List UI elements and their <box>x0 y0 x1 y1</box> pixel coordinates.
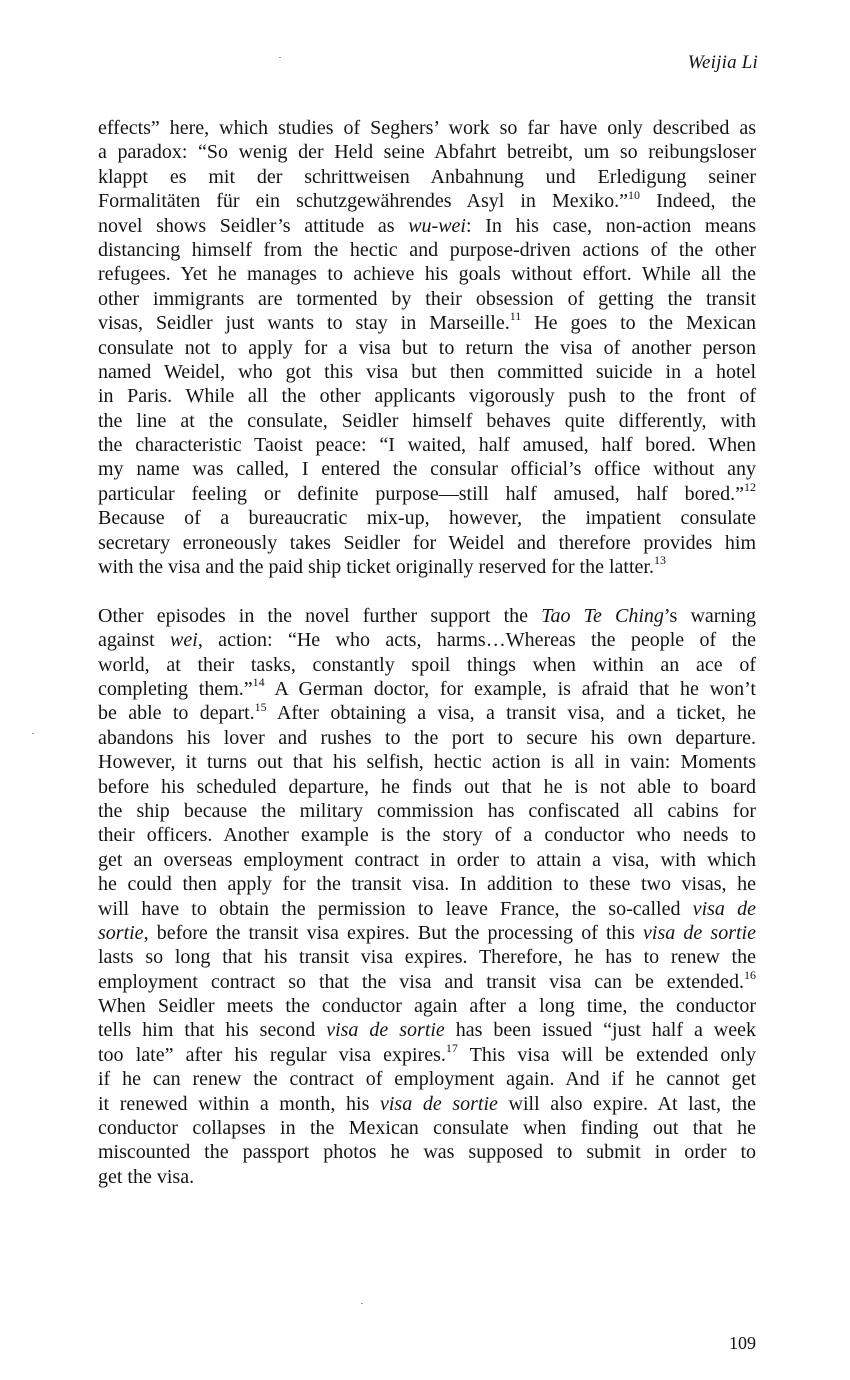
text-span: a paradox: “So wenig der Held seine Abfahrt betreibt, um so reibungsloser <box>98 141 756 164</box>
text-line <box>98 482 756 506</box>
paragraph-1 <box>98 116 756 579</box>
text-span: in Paris. While all the other applicants vigorously push to the front of <box>98 385 756 408</box>
text-line <box>98 433 756 457</box>
text-span: will also expire. At last, the <box>497 1092 756 1115</box>
text-line <box>98 775 756 799</box>
text-line <box>98 945 756 969</box>
scan-speck <box>279 57 281 58</box>
text-span: get an overseas employment contract in order to attain a visa, with which <box>98 848 756 871</box>
text-line <box>98 799 756 823</box>
text-line <box>98 140 756 164</box>
text-line <box>98 921 756 945</box>
text-span: , action: “He who acts, harms…Whereas the people of the <box>197 629 756 652</box>
text-span: if he can renew the contract of employment again. And if he cannot get <box>98 1068 756 1091</box>
text-line <box>98 311 756 335</box>
text-span: employment contract so that the visa and transit visa can be extended. <box>98 970 744 993</box>
text-span: with the visa and the paid ship ticket originally reserved for the latter. <box>98 556 654 579</box>
text-line <box>98 897 756 921</box>
text-span: abandons his lover and rushes to the port to secure his own departure. <box>98 726 756 749</box>
text-line <box>98 1067 756 1091</box>
text-span: secretary erroneously takes Seidler for Weidel and therefore provides him <box>98 531 756 554</box>
text-line <box>98 823 756 847</box>
scan-speck <box>32 733 34 734</box>
text-line <box>98 555 756 579</box>
text-span: Formalitäten für ein schutzgewährendes Asyl in Mexiko.” <box>98 190 629 213</box>
text-line <box>98 238 756 262</box>
text-span: get the visa. <box>98 1165 195 1188</box>
footnote-marker: 15 <box>254 699 267 714</box>
italic-span: visa de sortie <box>643 921 756 944</box>
running-head: Weijia Li <box>687 52 758 73</box>
italic-span: sortie <box>98 921 144 944</box>
text-line <box>98 116 756 140</box>
text-span: the line at the consulate, Seidler himself behaves quite differently, with <box>98 409 756 432</box>
text-span: Other episodes in the novel further support the <box>98 604 542 627</box>
scan-speck <box>361 1303 363 1304</box>
text-span: ’s warning <box>663 604 756 627</box>
footnote-marker: 17 <box>445 1041 458 1056</box>
paragraph-gap <box>98 579 756 603</box>
text-span: effects” here, which studies of Seghers’ work so far have only described as <box>98 117 756 139</box>
text-line <box>98 1092 756 1116</box>
text-span: particular feeling or definite purpose—still half amused, half bored.” <box>98 482 744 505</box>
text-line <box>98 848 756 872</box>
text-span: This visa will be extended only <box>457 1043 756 1066</box>
text-line <box>98 872 756 896</box>
text-span: However, it turns out that his selfish, hectic action is all in vain: Moments <box>98 751 756 774</box>
text-line <box>98 1018 756 1042</box>
text-span: be able to depart. <box>98 702 255 725</box>
text-span: When Seidler meets the conductor again after a long time, the conductor <box>98 995 756 1018</box>
text-line <box>98 360 756 384</box>
text-span: Indeed, the <box>640 190 756 213</box>
italic-span: visa de sortie <box>326 1019 445 1042</box>
text-span: too late” after his regular visa expires. <box>98 1043 446 1066</box>
footnote-marker: 13 <box>653 553 666 568</box>
text-span: against <box>98 629 171 652</box>
text-span: miscounted the passport photos he was supposed to submit in order to <box>98 1141 756 1164</box>
footnote-marker: 10 <box>628 187 641 202</box>
body-text <box>98 116 756 1189</box>
text-span: their officers. Another example is the story of a conductor who needs to <box>98 824 756 847</box>
text-span: it renewed within a month, his <box>98 1092 380 1115</box>
text-line <box>98 750 756 774</box>
paragraph-2 <box>98 604 756 1189</box>
text-span: will have to obtain the permission to leave France, the so-called <box>98 897 693 920</box>
text-line <box>98 409 756 433</box>
text-span: he could then apply for the transit visa. In addition to these two visas, he <box>98 873 756 896</box>
footnote-marker: 16 <box>744 968 756 983</box>
footnote-marker: 14 <box>252 675 265 690</box>
text-span: before his scheduled departure, he finds out that he is not able to board <box>98 775 756 798</box>
text-span: other immigrants are tormented by their obsession of getting the transit <box>98 287 756 310</box>
italic-span: visa de sortie <box>380 1092 498 1115</box>
text-line <box>98 1165 756 1189</box>
text-span: distancing himself from the hectic and purpose-driven actions of the other <box>98 238 756 261</box>
text-span: the ship because the military commission has confiscated all cabins for <box>98 799 756 822</box>
text-span: : In his case, non-action means <box>466 214 756 237</box>
text-line <box>98 677 756 701</box>
text-line <box>98 165 756 189</box>
text-line <box>98 701 756 725</box>
text-span: completing them.” <box>98 677 253 700</box>
italic-span: wei <box>170 629 198 652</box>
footnote-marker: 11 <box>509 309 522 324</box>
text-span: tells him that his second <box>98 1019 327 1042</box>
page-number: 109 <box>729 1333 756 1353</box>
text-span: He goes to the Mexican <box>521 312 756 335</box>
footnote-marker: 12 <box>744 480 756 495</box>
text-line <box>98 604 756 628</box>
italic-span: wu-wei <box>408 214 466 237</box>
text-span: my name was called, I entered the consular official’s office without any <box>98 458 756 481</box>
text-span: has been issued “just half a week <box>444 1019 757 1042</box>
italic-span: visa de <box>692 897 757 920</box>
text-span: lasts so long that his transit visa expires. Therefore, he has to renew the <box>98 946 756 969</box>
text-span: , before the transit visa expires. But the processing of this <box>143 921 644 944</box>
text-span: conductor collapses in the Mexican consulate when finding out that he <box>98 1117 756 1140</box>
text-line <box>98 994 756 1018</box>
text-line <box>98 506 756 530</box>
text-line <box>98 726 756 750</box>
text-line <box>98 189 756 213</box>
text-line <box>98 1116 756 1140</box>
italic-span: Tao Te Ching <box>541 604 664 627</box>
text-line <box>98 384 756 408</box>
text-line <box>98 1043 756 1067</box>
text-line <box>98 262 756 286</box>
text-line <box>98 653 756 677</box>
text-span: refugees. Yet he manages to achieve his goals without effort. While all the <box>98 263 756 286</box>
text-span: world, at their tasks, constantly spoil things when within an ace of <box>98 653 756 676</box>
text-span: the characteristic Taoist peace: “I waited, half amused, half bored. When <box>98 434 756 457</box>
text-span: named Weidel, who got this visa but then committed suicide in a hotel <box>98 360 756 383</box>
text-line <box>98 336 756 360</box>
text-span: A German doctor, for example, is afraid that he won’t <box>264 677 756 700</box>
text-span: visas, Seidler just wants to stay in Marseille. <box>98 312 510 335</box>
text-line <box>98 970 756 994</box>
text-line <box>98 531 756 555</box>
text-line <box>98 214 756 238</box>
text-span: novel shows Seidler’s attitude as <box>98 214 409 237</box>
text-line <box>98 457 756 481</box>
text-span: klappt es mit der schrittweisen Anbahnung und Erledigung seiner <box>98 165 756 188</box>
text-line <box>98 287 756 311</box>
text-line <box>98 1140 756 1164</box>
text-line <box>98 628 756 652</box>
text-span: consulate not to apply for a visa but to return the visa of another person <box>98 336 756 359</box>
text-span: After obtaining a visa, a transit visa, and a ticket, he <box>266 702 757 725</box>
text-span: Because of a bureaucratic mix-up, however, the impatient consulate <box>98 507 756 530</box>
